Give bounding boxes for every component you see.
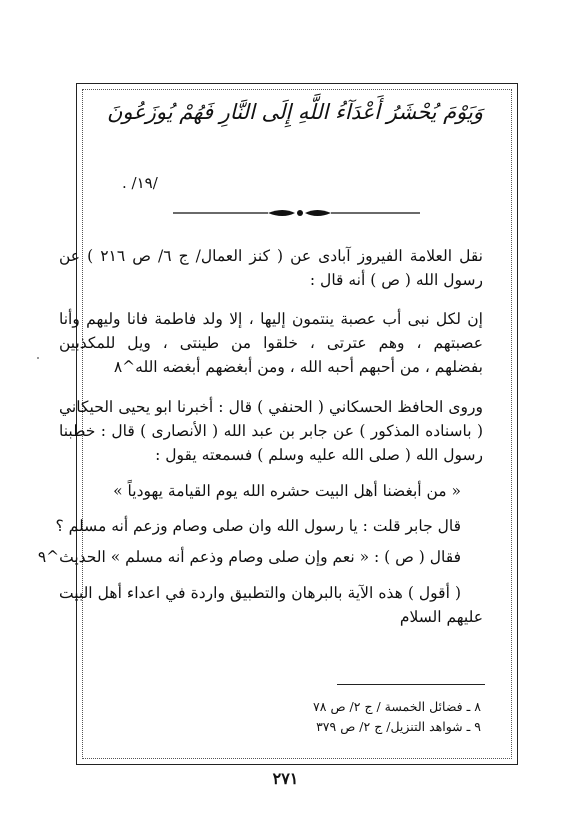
text-line: عصبتهم ، وهم عترتى ، خلقوا من طينتى ، ويل للمكذبين (59, 334, 483, 352)
text-line: فقال ( ص ) : « نعم وإن صلى وصام وذعم أنه مسلم » الحديث^٩ (37, 548, 461, 566)
footnote-separator (337, 684, 485, 685)
text-line: بفضلهم ، من أحبهم أحبه الله ، ومن أبغضهم أبغضه الله^٨ (113, 358, 483, 376)
text-line: ( أقول ) هذه الآية بالبرهان والتطبيق واردة في اعداء أهل البيت (59, 584, 461, 602)
quran-verse: وَيَوْمَ يُحْشَرُ أَعْدَآءُ اللَّهِ إِلَى النَّارِ فَهُمْ يُوزَعُونَ (106, 100, 483, 124)
footnote-9: ٩ ـ شواهد التنزيل/ ج ٢/ ص ٣٧٩ (316, 719, 481, 734)
text-line: نقل العلامة الفيروز آبادى عن ( كنز العمال/ ج ٦/ ص ٢١٦ ) عن (59, 247, 483, 265)
text-line: رسول الله ( صلى الله عليه وسلم ) فسمعته يقول : (155, 446, 483, 464)
page-number: ٢٧١ (272, 769, 299, 788)
scan-speck (37, 357, 39, 359)
text-line: رسول الله ( ص ) أنه قال : (309, 271, 483, 289)
text-line: قال جابر قلت : يا رسول الله وان صلى وصام وزعم أنه مسلم ؟ (55, 517, 461, 535)
text-line: إن لكل نبى أب عصبة ينتمون إليها ، إلا ولد فاطمة فانا وليهم وأنا (59, 310, 483, 328)
ornament-divider (173, 206, 420, 220)
text-line: وروى الحافظ الحسكاني ( الحنفي ) قال : أخبرنا ابو يحيى الحيكاني (59, 398, 483, 416)
verse-reference: /١٩/ . (122, 174, 158, 192)
quoted-hadith: « من أبغضنا أهل البيت حشره الله يوم القيامة يهودياً » (113, 482, 461, 500)
text-line: عليهم السلام (399, 608, 483, 626)
footnote-8: ٨ ـ فضائل الخمسة / ج ٢/ ص ٧٨ (313, 699, 481, 714)
text-line: ( باسناده المذكور ) عن جابر بن عبد الله ( الأنصارى ) قال : خطبنا (59, 422, 483, 440)
